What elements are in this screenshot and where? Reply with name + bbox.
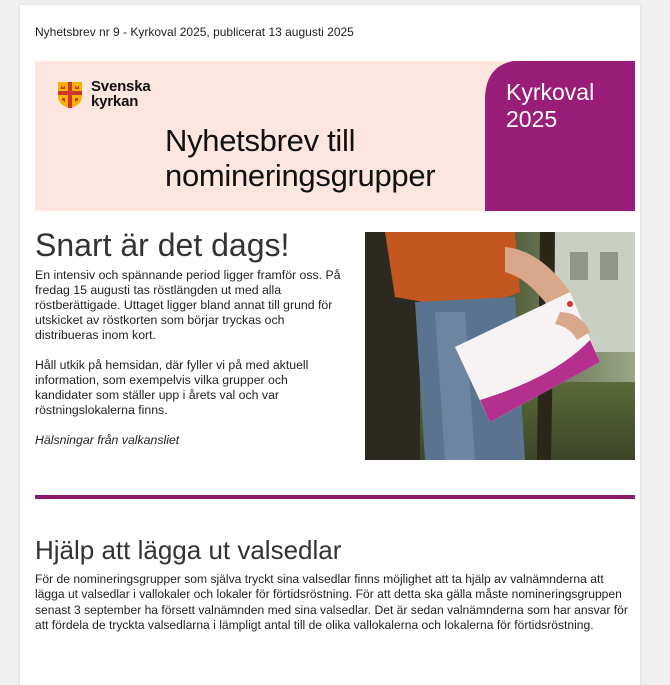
article-body [35,268,345,448]
article-valsedlar [35,535,633,648]
banner-title [165,123,435,193]
article-paragraph: För de nomineringsgrupper som själva tryckt sina valsedlar finns möjlighet att ta hjälp av valnämnderna att lägga ut valsedlar i vallokaler och lokaler för förtidsröstning. För att detta ska gälla måste nomineringsgruppen senast 3 september ha försett valnämnden med sina valsedlar. Det är sedan valnämnderna som har ansvar för att fördela de tryckta valsedlarna i lämpligt antal till de olika vallokalerna och lokalerna för förtidsröstning. [35,572,628,632]
article-paragraph: En intensiv och spännande period ligger framför oss. På fredag 15 augusti tas röstlängden ut med alla röstberättigade. Uttaget ligger bland annat till grund för utskicket av röstkorten som börjar tryckas och distribueras inom kort. [35,268,341,342]
badge-line1: Kyrkoval [506,79,595,105]
article-heading: Snart är det dags! [35,227,290,263]
article-body [35,572,633,633]
banner-badge-text [506,79,594,133]
svenska-kyrkan-logo [55,79,150,109]
logo-wordmark [91,79,150,109]
article-heading: Hjälp att lägga ut valsedlar [35,535,342,565]
banner-title-line1: Nyhetsbrev till [165,123,356,158]
logo-line1: Svenska [91,78,151,95]
article-paragraph: Håll utkik på hemsidan, där fyller vi på med aktuell information, som exempelvis vilka grupper och kandidater som ställer upp i årets val och var röstningslokalerna finns. [35,358,309,417]
logo-line2: kyrkan [91,93,139,110]
section-divider [35,495,635,499]
badge-line2: 2025 [506,106,558,132]
banner-title-line2: nomineringsgrupper [165,158,436,193]
article-snart [35,227,345,463]
preheader-text: Nyhetsbrev nr 9 - Kyrkoval 2025, publicerat 13 augusti 2025 [35,25,354,39]
newsletter-sheet [20,5,640,685]
photo-illustration [365,232,635,460]
article-photo [365,232,635,460]
church-crown-icon [55,79,85,109]
article-signoff: Hälsningar från valkansliet [35,433,180,447]
